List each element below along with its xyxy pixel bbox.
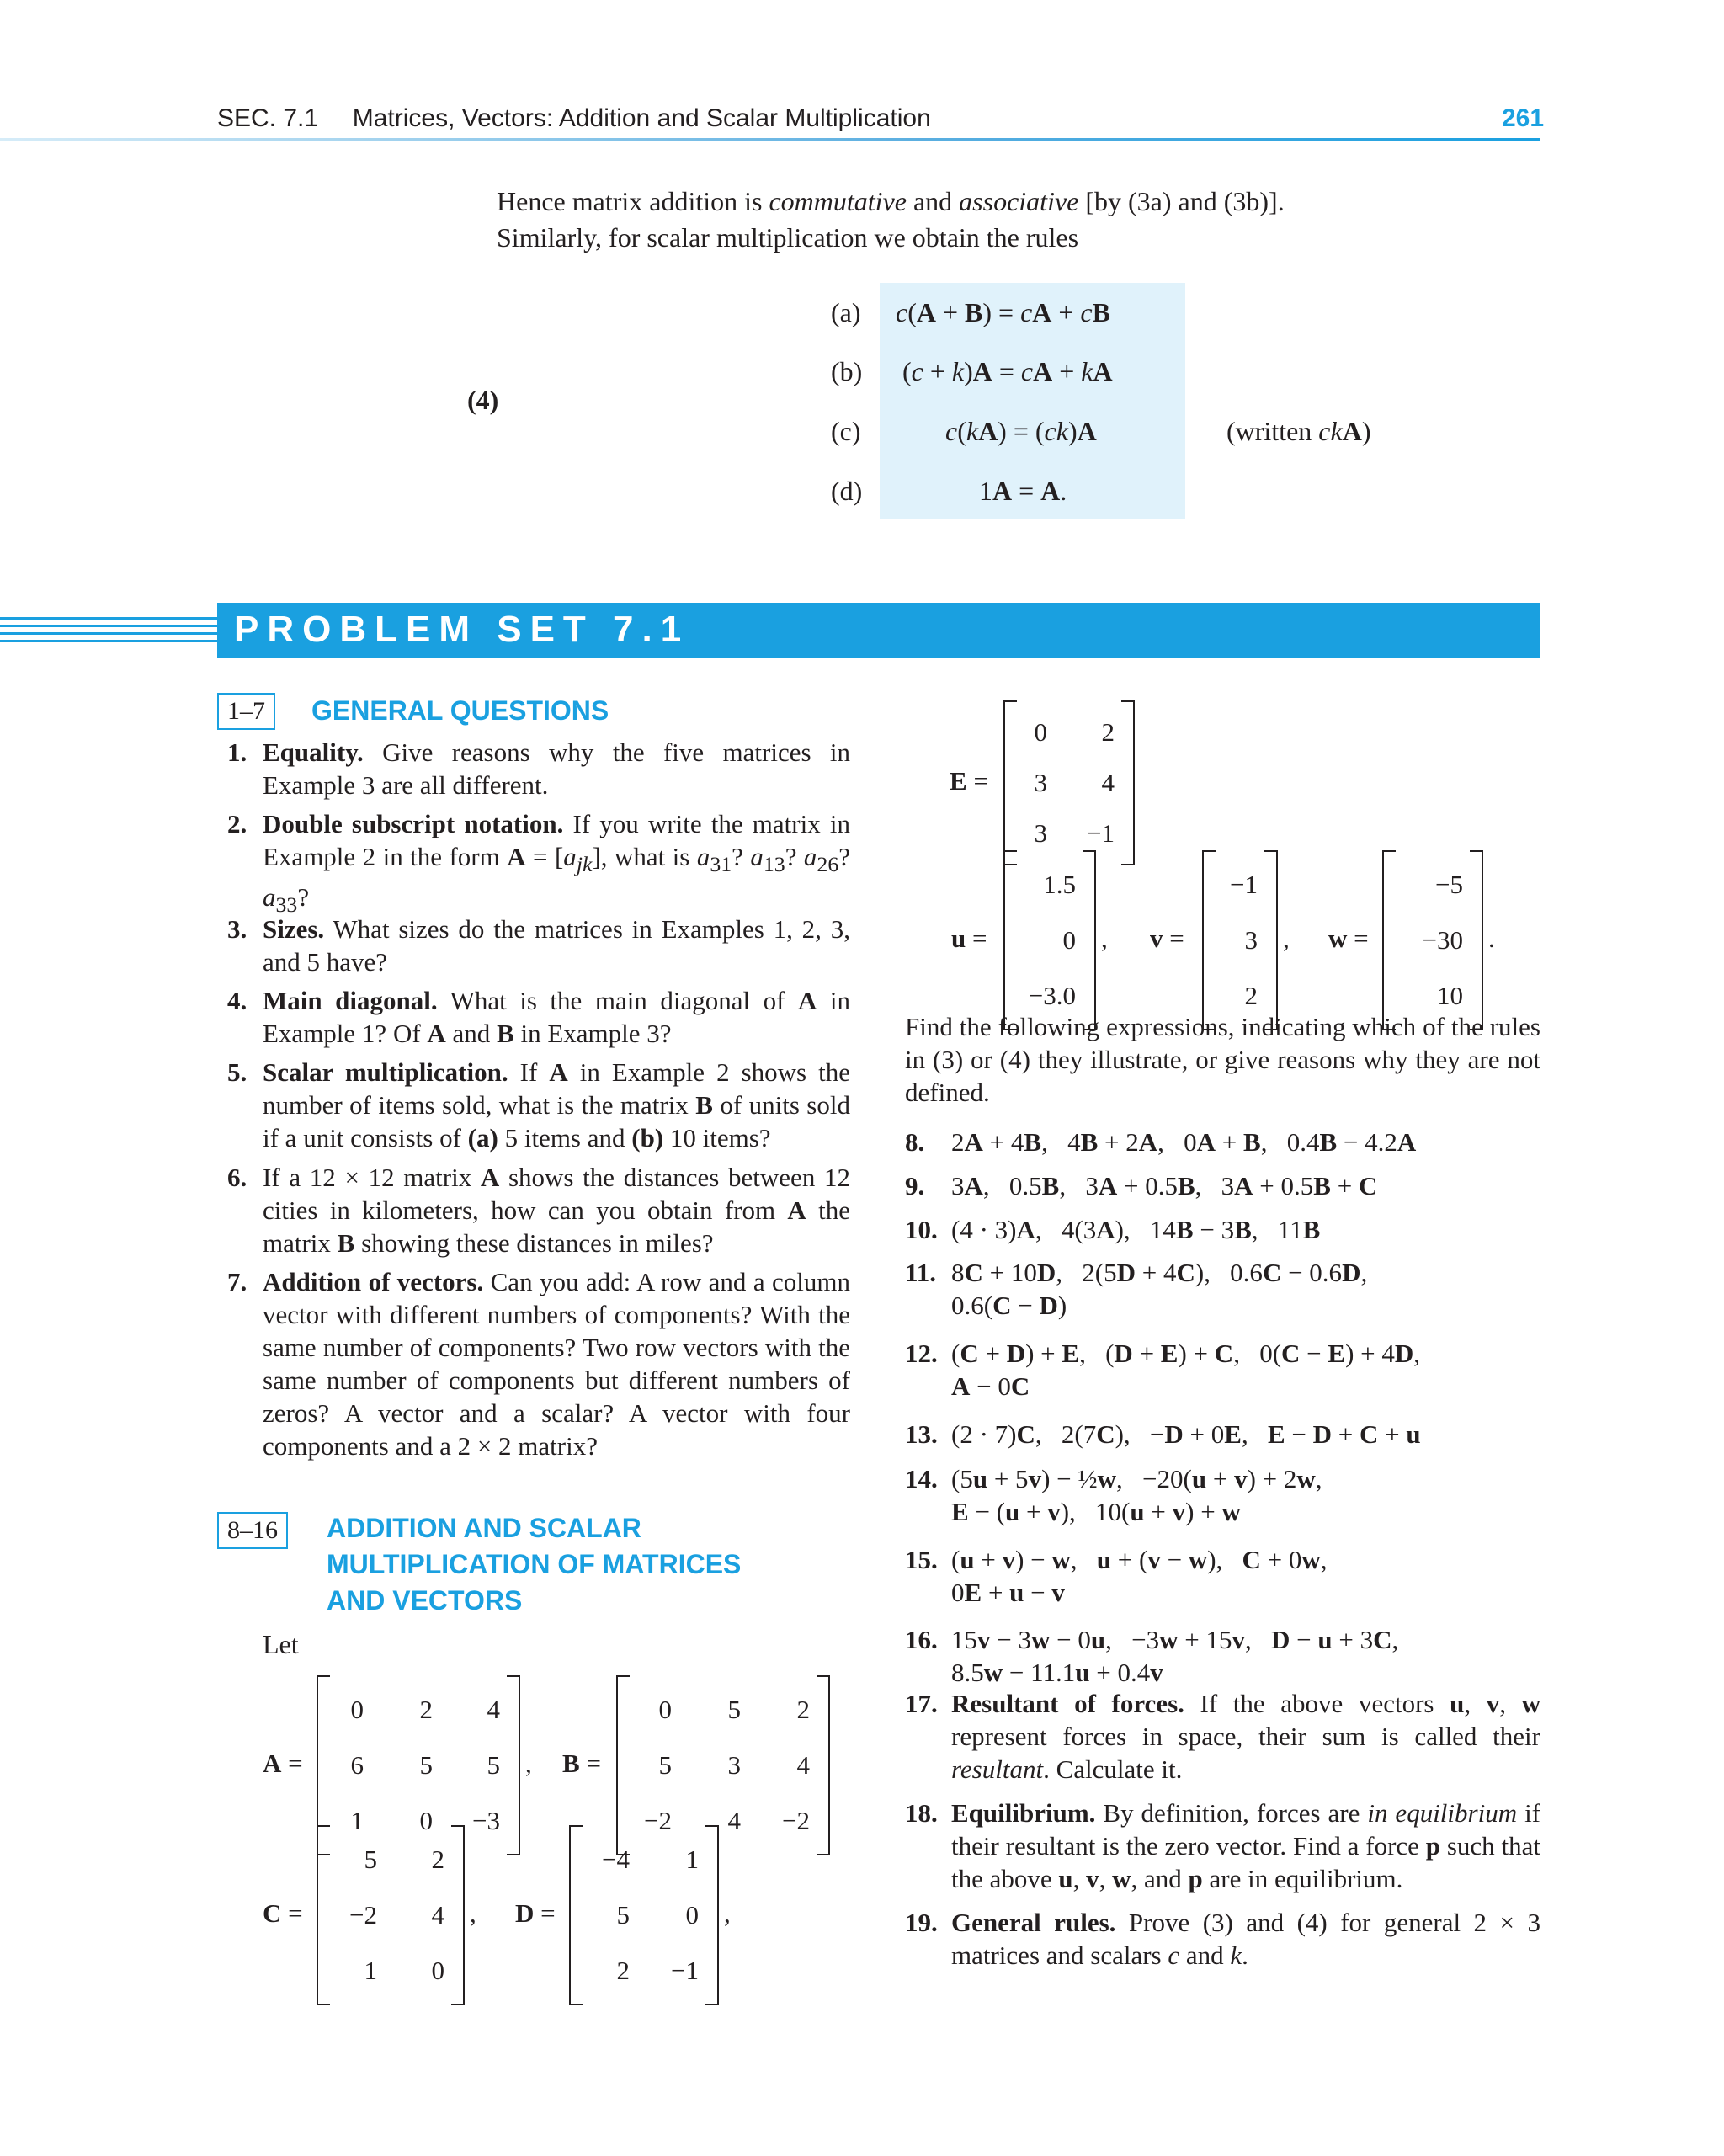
matrix-v-label: v = [1150,924,1184,953]
matrix-B-cell: 3 [727,1750,741,1780]
matrix-B-cell: 4 [796,1750,810,1780]
matrix-C-cell: 1 [364,1956,377,1985]
problem-7: 7. Addition of vectors. Can you add: A row and a column vector with different numbers of components? With the same number of components? Two row vectors with the same number of components but different numbers of zeros? A vector and a scalar? A vector with four components and a 2 × 2 matrix? [227,1267,850,1461]
matrix-A-cell: −3 [472,1806,500,1835]
matrix-A-cell: 0 [419,1806,433,1835]
matrix-w [1382,850,1483,1030]
matrix-D-cell: −1 [671,1956,699,1985]
matrix-B-cell: 5 [658,1750,672,1780]
matrix-C-cell: 0 [431,1956,444,1985]
problem-15: 15. (u + v) − w, u + (v − w), C + 0w, 0E + u − v [905,1545,1328,1607]
rule-a: c(A + B) = cA + cB [896,297,1110,327]
matrix-C-label: C = [263,1898,303,1928]
problem-6: 6. If a 12 × 12 matrix A shows the distances between 12 cities in kilometers, how can you obtain from A the matrix B showing these distances in miles? [227,1163,851,1258]
running-header [217,104,931,133]
problem-18: 18. Equilibrium. By definition, forces are in equilibrium if their resultant is the zero vector. Find a force p such that the above u, v, w, and p are in equilibrium. [905,1798,1541,1893]
matrix-v-cell: −1 [1230,870,1258,899]
problem-3: 3. Sizes. What sizes do the matrices in Examples 1, 2, 3, and 5 have? [227,914,850,977]
matrix-B-cell: 5 [727,1695,741,1724]
intro-line-2: Similarly, for scalar multiplication we obtain the rules [497,222,1079,253]
section-number: SEC. 7.1 [217,104,319,132]
matrix-u-right-bracket [1083,850,1096,1030]
matrix-D-cell: −4 [602,1845,630,1874]
matrix-B-cell: −2 [644,1806,672,1835]
matrix-B-cell: 4 [727,1806,741,1835]
matrix-A-cell: 0 [350,1695,364,1724]
matrix-D-label: D = [515,1898,556,1928]
matrix-B-cell: 0 [658,1695,672,1724]
matrix-E [1003,700,1135,865]
matrix-u [1003,850,1096,1030]
rule-b-label: (b) [831,356,863,386]
matrix-B-cell: −2 [782,1806,810,1835]
problem-13: 13. (2 · 7)C, 2(7C), −D + 0E, E − D + C + u [905,1419,1421,1449]
matrix-v-cell: 2 [1244,981,1258,1010]
matrix-v-punct: , [1283,924,1290,953]
matrix-D-cell: 2 [616,1956,630,1985]
matrix-C-cell: 2 [431,1845,444,1874]
rule-c-note: (written ckA) [1226,416,1371,446]
matrix-u-punct: , [1101,924,1108,953]
problem-5: 5. Scalar multiplication. If A in Example 2 shows the number of items sold, what is the matrix B of units sold if a unit consists of (a) 5 items and (b) 10 items? [227,1057,851,1153]
matrix-v-cell: 3 [1244,925,1258,955]
equation-number: (4) [467,385,499,415]
matrix-v-right-bracket [1264,850,1278,1030]
problem-8: 8. 2A + 4B, 4B + 2A, 0A + B, 0.4B − 4.2A [905,1127,1417,1157]
matrix-E-cell: 3 [1034,768,1047,797]
problem-11: 11. 8C + 10D, 2(5D + 4C), 0.6C − 0.6D, 0.6(C − D) [905,1258,1368,1320]
problem-4: 4. Main diagonal. What is the main diagonal of A in Example 1? Of A and B in Example 3? [227,986,850,1048]
problem-2: 2. Double subscript notation. If you write the matrix in Example 2 in the form $A = [a_{jk}]$, what is $a_{31}$? $a_{13}$? $a_{26}$? $a_{33}$? [227,809,850,918]
intro-line-1: Hence matrix addition is commutative and associative [by (3a) and (3b)]. [497,186,1285,216]
section-tag-1-7: 1–7 [217,693,275,730]
rule-b: (c + k)A = cA + kA [902,356,1113,386]
matrix-u-cell: 0 [1062,925,1076,955]
section-title: Matrices, Vectors: Addition and Scalar Multiplication [352,104,931,132]
matrix-C-cell: −2 [349,1900,377,1930]
section-tag-8-16: 8–16 [217,1512,288,1549]
matrix-A-cell: 6 [350,1750,364,1780]
matrix-A-cell: 5 [419,1750,433,1780]
matrix-A-punct: , [525,1749,532,1778]
matrix-u-cell: −3.0 [1028,981,1076,1010]
matrix-E-cell: 2 [1101,717,1115,747]
page-number: 261 [1502,104,1545,132]
matrix-A-label: A = [263,1749,303,1778]
problem-10: 10. (4 · 3)A, 4(3A), 14B − 3B, 11B [905,1215,1321,1244]
problem-14: 14. (5u + 5v) − ½w, −20(u + v) + 2w, E − (u + v), 10(u + v) + w [905,1464,1322,1526]
problem-set-title: PROBLEM SET 7.1 [234,609,690,650]
problem-16: 16. 15v − 3w − 0u, −3w + 15v, D − u + 3C, 8.5w − 11.1u + 0.4v [905,1625,1399,1687]
matrix-D [569,1825,719,2005]
problem-12: 12. (C + D) + E, (D + E) + C, 0(C − E) + 4D, A − 0C [905,1339,1421,1401]
matrix-w-cell: −30 [1422,925,1463,955]
matrix-A-right-bracket [507,1675,520,1855]
matrix-E-cell: 4 [1101,768,1115,797]
matrix-A-cell: 1 [350,1806,364,1835]
section-title-addition: ADDITION AND SCALAR MULTIPLICATION OF MATRICES AND VECTORS [327,1513,742,1616]
matrix-C-cell: 4 [431,1900,444,1930]
section-title-general: GENERAL QUESTIONS [311,695,609,726]
matrix-E-label: E = [950,766,988,796]
matrix-w-cell: −5 [1435,870,1463,899]
rule-d-label: (d) [831,476,863,506]
matrix-B-label: B = [562,1749,601,1778]
matrix-C [317,1825,465,2005]
rule-a-label: (a) [831,297,861,327]
matrix-w-right-bracket [1470,850,1483,1030]
rule-c: c(kA) = (ck)A [945,416,1097,446]
matrix-E-cell: 0 [1034,717,1047,747]
matrix-E-cell: 3 [1034,818,1047,848]
problem-19: 19. General rules. Prove (3) and (4) for general 2 × 3 matrices and scalars c and k. [905,1908,1540,1970]
problem-9: 9. 3A, 0.5B, 3A + 0.5B, 3A + 0.5B + C [905,1171,1378,1200]
matrix-D-punct: , [724,1898,731,1928]
header-rule [0,138,1540,141]
problem-17: 17. Resultant of forces. If the above vectors u, v, w represent forces in space, their sum is called their resultant. Calculate it. [905,1689,1541,1784]
matrix-D-right-bracket [705,1825,719,2005]
rule-d: 1A = A. [979,476,1067,506]
matrix-u-cell: 1.5 [1043,870,1076,899]
matrix-A-cell: 2 [419,1695,433,1724]
matrix-B-cell: 2 [796,1695,810,1724]
matrix-w-label: w = [1328,924,1369,953]
matrix-w-punct: . [1488,924,1495,953]
matrix-A-cell: 4 [487,1695,500,1724]
matrix-C-punct: , [470,1898,476,1928]
let-label: Let [263,1629,299,1659]
rule-c-label: (c) [831,416,861,446]
matrix-D-cell: 0 [685,1900,699,1930]
matrix-C-right-bracket [451,1825,465,2005]
matrix-u-label: u = [951,924,987,953]
matrix-A-cell: 5 [487,1750,500,1780]
matrix-D-cell: 1 [685,1845,699,1874]
matrix-v [1202,850,1278,1030]
matrix-B-right-bracket [817,1675,830,1855]
matrix-w-cell: 10 [1437,981,1463,1010]
matrix-C-cell: 5 [364,1845,377,1874]
matrix-E-cell: −1 [1087,818,1115,848]
matrix-D-cell: 5 [616,1900,630,1930]
find-instructions: Find the following expressions, indicating which of the rules in (3) or (4) they illustrate, or give reasons why they are not defined. [905,1012,1540,1107]
problem-1: 1. Equality. Give reasons why the five matrices in Example 3 are all different. [227,737,850,800]
matrix-E-right-bracket [1121,700,1135,865]
